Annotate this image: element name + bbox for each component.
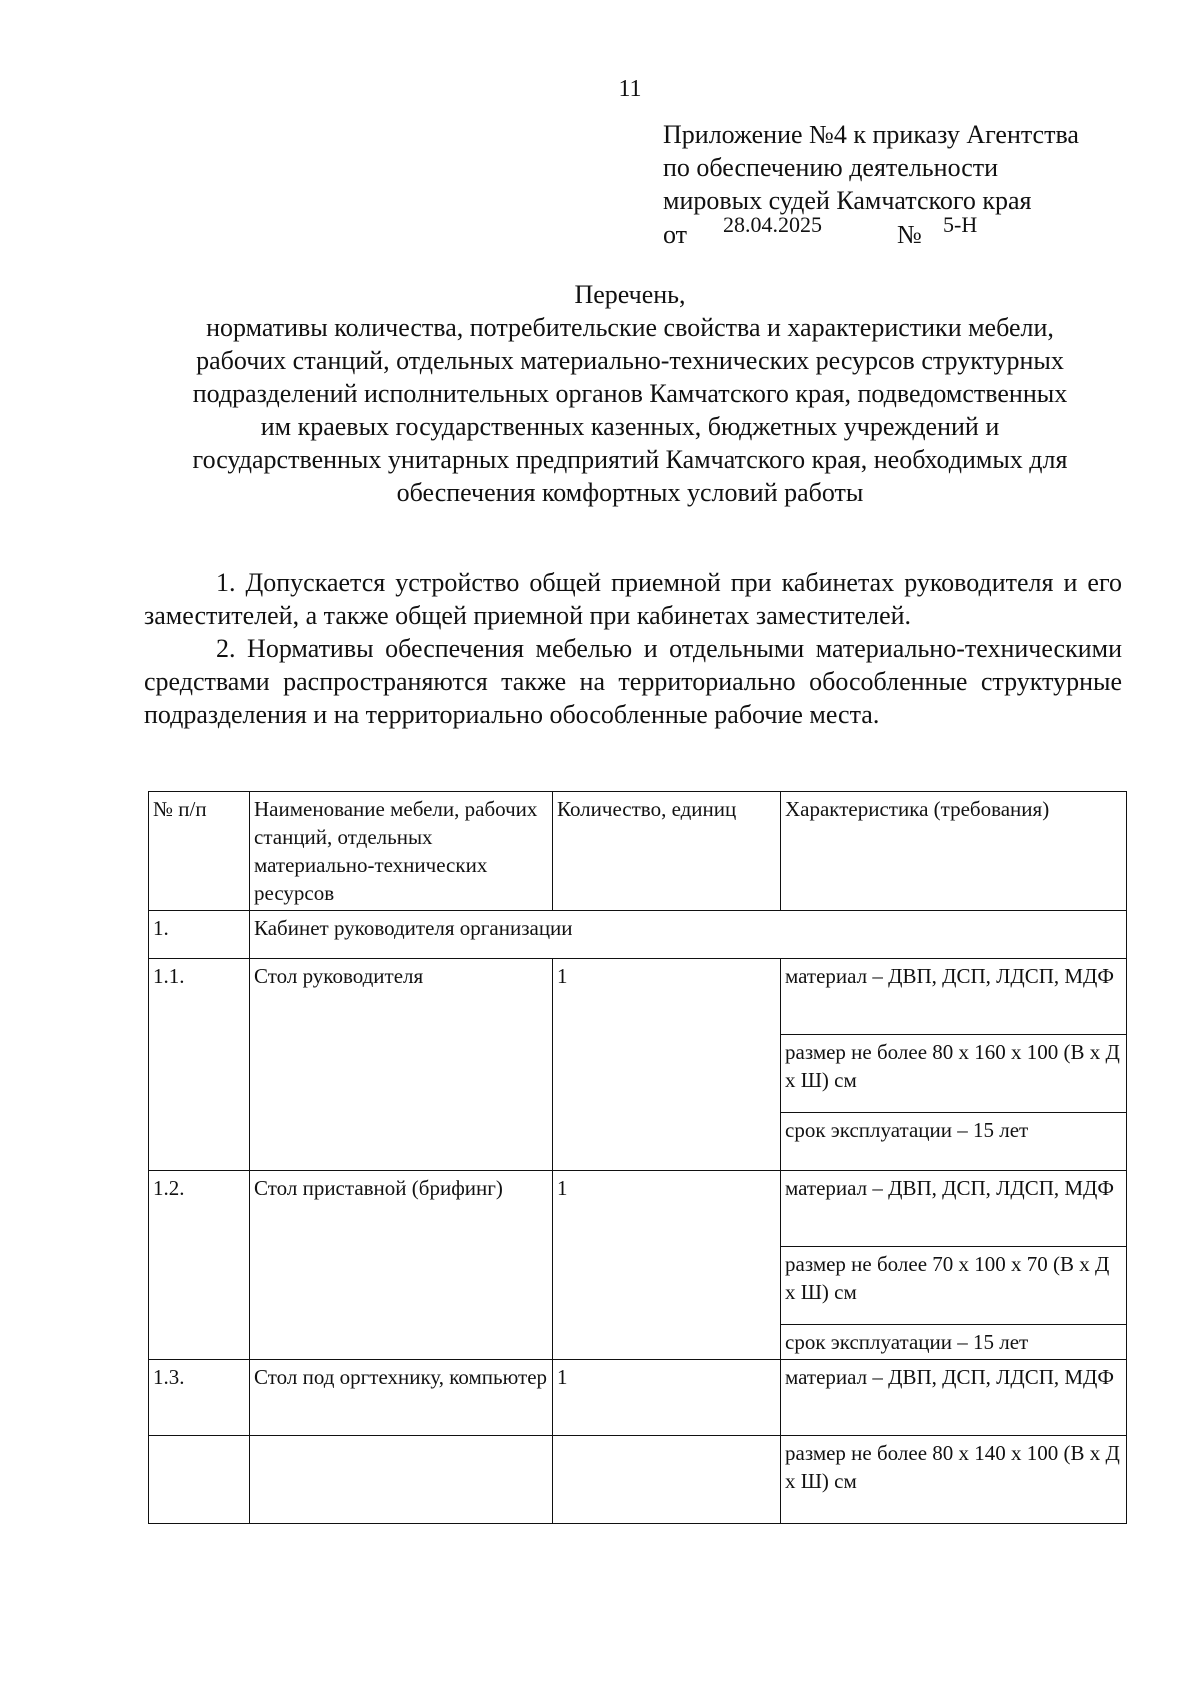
- title-line: нормативы количества, потребительские свойства и характеристики мебели,: [206, 313, 1054, 342]
- from-label: от: [663, 220, 688, 249]
- row-num: 1.3.: [149, 1360, 250, 1436]
- appendix-line: мировых судей Камчатского края: [663, 186, 1032, 215]
- page-number: 11: [618, 76, 642, 102]
- header-spec: Характеристика (требования): [781, 792, 1127, 911]
- spec-cell: срок эксплуатации – 15 лет: [781, 1113, 1127, 1171]
- table-row: [149, 1171, 1127, 1247]
- title-line: государственных унитарных предприятий Камчатского края, необходимых для: [192, 445, 1068, 474]
- spec-cell: размер не более 80 х 140 х 100 (В х Д х Ш) см: [781, 1436, 1127, 1524]
- section-title: Кабинет руководителя организации: [250, 911, 1127, 959]
- section-num: 1.: [149, 911, 250, 959]
- spec-cell: материал – ДВП, ДСП, ЛДСП, МДФ: [781, 959, 1127, 1035]
- appendix-line: Приложение №4 к приказу Агентства: [663, 120, 1079, 149]
- title-line: им краевых государственных казенных, бюджетных учреждений и: [260, 412, 1000, 441]
- section-row: [149, 911, 1127, 959]
- table-row: [149, 1436, 1127, 1524]
- spec-cell: размер не более 70 х 100 х 70 (В х Д х Ш) см: [781, 1247, 1127, 1325]
- appendix-header: [663, 118, 1079, 217]
- body-text: [144, 566, 1122, 731]
- title-heading: Перечень,: [574, 280, 686, 309]
- header-name: Наименование мебели, рабочих станций, отдельных материально-технических ресурсов: [250, 792, 553, 911]
- row-num: 1.2.: [149, 1171, 250, 1360]
- title-line: подразделений исполнительных органов Камчатского края, подведомственных: [192, 379, 1068, 408]
- row-qty: 1: [553, 959, 781, 1171]
- empty-cell: [250, 1436, 553, 1524]
- title-line: рабочих станций, отдельных материально-технических ресурсов структурных: [196, 346, 1064, 375]
- spec-cell: материал – ДВП, ДСП, ЛДСП, МДФ: [781, 1171, 1127, 1247]
- order-date: 28.04.2025: [723, 212, 822, 237]
- table-row: [149, 1360, 1127, 1436]
- table-header-row: [149, 792, 1127, 911]
- empty-cell: [553, 1436, 781, 1524]
- spec-cell: размер не более 80 х 160 х 100 (В х Д х Ш) см: [781, 1035, 1127, 1113]
- row-qty: 1: [553, 1171, 781, 1360]
- title-line: обеспечения комфортных условий работы: [396, 478, 864, 507]
- table-row: [149, 959, 1127, 1035]
- row-qty: 1: [553, 1360, 781, 1436]
- order-date-line: [663, 212, 983, 249]
- paragraph: 1. Допускается устройство общей приемной при кабинетах руководителя и его заместителей, а также общей приемной при кабинетах заместителей.: [144, 568, 1122, 630]
- row-name: Стол руководителя: [250, 959, 553, 1171]
- header-num: № п/п: [149, 792, 250, 911]
- row-num: 1.1.: [149, 959, 250, 1171]
- number-label: №: [897, 220, 922, 249]
- row-name: Стол под оргтехнику, компьютер: [250, 1360, 553, 1436]
- paragraph: 2. Нормативы обеспечения мебелью и отдельными материально-техническими средствами распространяются также на территориально обособленные структурные подразделения и на территориально обособленные рабочие места.: [144, 634, 1122, 729]
- furniture-norms-table: [148, 791, 1127, 1524]
- spec-cell: материал – ДВП, ДСП, ЛДСП, МДФ: [781, 1360, 1127, 1436]
- row-name: Стол приставной (брифинг): [250, 1171, 553, 1360]
- empty-cell: [149, 1436, 250, 1524]
- spec-cell: срок эксплуатации – 15 лет: [781, 1325, 1127, 1360]
- header-qty: Количество, единиц: [553, 792, 781, 911]
- order-number: 5-Н: [943, 212, 978, 237]
- document-title: [130, 278, 1130, 509]
- appendix-line: по обеспечению деятельности: [663, 153, 999, 182]
